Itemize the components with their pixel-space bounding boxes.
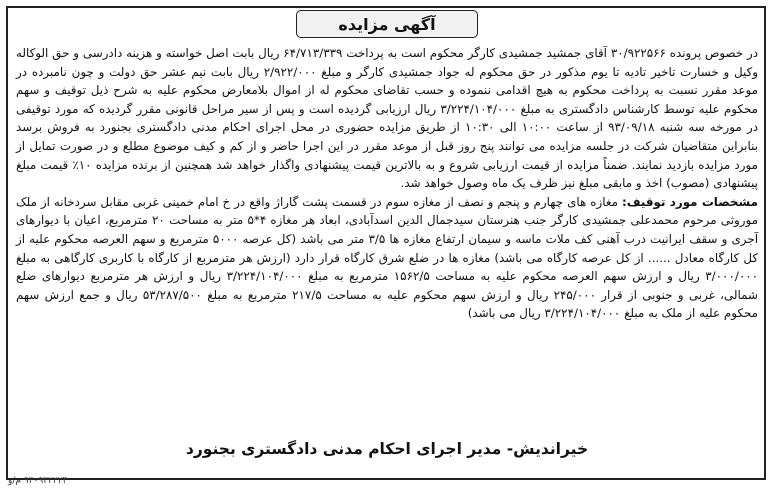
reference-code: ۹۳۰۹۳۲۲۲۴ م/و xyxy=(8,476,68,486)
signature-line: خیراندیش- مدیر اجرای احکام مدنی دادگستری بجنورد xyxy=(185,440,589,458)
notice-body xyxy=(16,44,758,323)
spec-text: مغازه های چهارم و پنجم و نصف از مغازه سوم در قسمت پشت گاراژ واقع در خ امام خمینی غربی مقابل سردخانه از ملک موروثی مرحوم محمدعلی جمشیدی کارگر جنب هنرستان سیدجمال الدین اسدآبادی، ابعاد هر مغازه ۴*۵ متر به مساحت ۲۰ مترمربع، اعیان با دیوارهای آجری و سقف ایرانیت درب آهنی کف ملات ماسه و سیمان ارتفاع مغازه ها ۳/۵ متر می باشد (کل عرصه ۵۰۰۰ مترمربع و سهم العرصه محکوم علیه از کل کارگاه معادل ...... از کل عرصه کارگاه می باشد) مغازه ها در ضلع شرق کارگاه قرار دارد (ارزش هر مترمربع از کارگاه با کاربری کارگاهی به مبلغ ۳/۰۰۰/۰۰۰ ریال و ارزش سهم العرصه محکوم علیه به مساحت ۱۵۶۲/۵ مترمربع به مبلغ ۳/۲۲۴/۱۰۴/۰۰۰ ریال و ارزش هر مترمربع دیوارهای ضلع شمالی، غربی و جنوبی از قرار ۲۴۵/۰۰۰ ریال و ارزش سهم محکوم علیه به مساحت ۲۱۷/۵ مترمربع به مبلغ ۵۳/۲۸۷/۵۰۰ ریال و جمع ارزش سهم محکوم علیه از ملک به مبلغ ۳/۲۲۴/۱۰۴/۰۰۰ ریال می باشد) xyxy=(16,194,759,321)
case-paragraph: در خصوص پرونده ۳۰/۹۲۲۵۶۶ آقای جمشید جمشیدی کارگر محکوم است به پرداخت ۶۴/۷۱۳/۳۳۹ ریال بابت اصل خواسته و هزینه دادرسی و حق الوکاله وکیل و خسارت تاخیر تادیه تا یوم مذکور در حق محکوم له جواد جمشیدی کارگر و مبلغ ۲/۹۲۲/۰۰۰ ریال بابت نیم عشر حق دولت و چون نامبرده در موعد مقرر نسبت به پرداخت محکوم به هیچ اقدامی ننموده و حسب تقاضای محکوم له از اموال بلامعارض محکوم علیه به شرح ذیل توقیف و سهم محکوم علیه توسط کارشناس دادگستری به مبلغ ۳/۲۲۴/۱۰۴/۰۰۰ ریال ارزیابی گردیده است و پس از سیر مراحل قانونی مقرر گردیده که مورد توقیفی در مورخه سه شنبه ۹۳/۰۹/۱۸ از ساعت ۱۰:۰۰ الی ۱۰:۳۰ از طریق مزایده حضوری در محل اجرای احکام مدنی دادگستری بجنورد به فروش برسد بنابراین متقاضیان شرکت در جلسه مزایده می توانند پنج روز قبل از موعد مقرر در این اجرا حاضر و از کم و کیف موضوع مطلع و در صورت تمایل از مورد مزایده بازدید نمایند. ضمناً مزایده از قیمت ارزیابی شروع و به بالاترین قیمت پیشنهادی واگذار خواهد شد همچنین از برنده مزایده ۱۰٪ قیمت مبلغ پیشنهادی (مصوب) اخذ و مابقی مبلغ نیز ظرف یک ماه وصول خواهد شد. xyxy=(16,46,759,191)
spec-label: مشخصات مورد توقیف: xyxy=(621,194,758,209)
notice-title: آگهی مزایده xyxy=(296,10,478,38)
spec-paragraph xyxy=(16,193,758,323)
